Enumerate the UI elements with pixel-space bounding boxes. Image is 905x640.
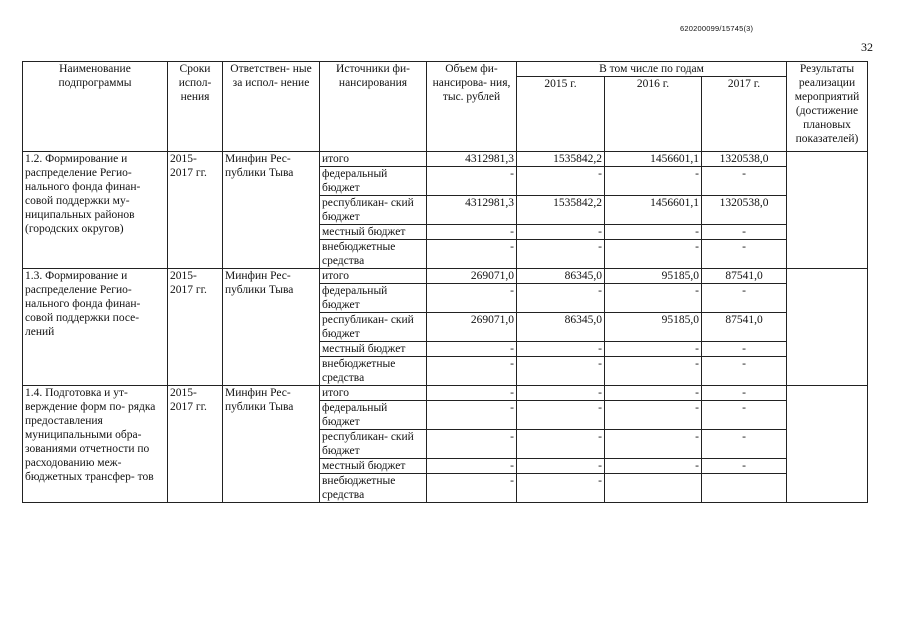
funding-2015: - (517, 225, 605, 240)
subprogram-responsible: Минфин Рес- публики Тыва (223, 386, 320, 503)
funding-2017: - (702, 167, 787, 196)
funding-2017 (702, 474, 787, 503)
financing-table (22, 61, 868, 503)
table-row (23, 269, 868, 284)
funding-2015: - (517, 240, 605, 269)
header-by-years: В том числе по годам (517, 62, 787, 77)
subprogram-terms: 2015- 2017 гг. (168, 386, 223, 503)
funding-source: республикан- ский бюджет (320, 430, 427, 459)
funding-total: 269071,0 (427, 313, 517, 342)
funding-2016: - (605, 357, 702, 386)
funding-2017: - (702, 401, 787, 430)
funding-2015: - (517, 386, 605, 401)
funding-source: местный бюджет (320, 459, 427, 474)
funding-total: - (427, 474, 517, 503)
header-responsible: Ответствен- ные за испол- нение (223, 62, 320, 152)
results-cell (787, 152, 868, 269)
subprogram-terms: 2015- 2017 гг. (168, 269, 223, 386)
funding-source: внебюджетные средства (320, 240, 427, 269)
funding-total: - (427, 167, 517, 196)
funding-total: - (427, 401, 517, 430)
funding-source: внебюджетные средства (320, 474, 427, 503)
funding-2017: - (702, 430, 787, 459)
document-id: 620200099/15745(3) (680, 24, 754, 33)
funding-source: местный бюджет (320, 225, 427, 240)
funding-total: - (427, 459, 517, 474)
funding-2016: - (605, 430, 702, 459)
header-name: Наименование подпрограммы (23, 62, 168, 152)
funding-2016: 95185,0 (605, 269, 702, 284)
funding-source: федеральный бюджет (320, 167, 427, 196)
header-results: Результаты реализации мероприятий (достижение плановых показателей) (787, 62, 868, 152)
funding-2015: - (517, 474, 605, 503)
results-cell (787, 386, 868, 503)
funding-2016: - (605, 386, 702, 401)
subprogram-responsible: Минфин Рес- публики Тыва (223, 152, 320, 269)
funding-2017: - (702, 240, 787, 269)
funding-2017: - (702, 342, 787, 357)
funding-2015: - (517, 167, 605, 196)
funding-total: - (427, 430, 517, 459)
subprogram-responsible: Минфин Рес- публики Тыва (223, 269, 320, 386)
funding-2015: - (517, 401, 605, 430)
funding-2017: - (702, 284, 787, 313)
results-cell (787, 269, 868, 386)
funding-2016: - (605, 240, 702, 269)
funding-source: федеральный бюджет (320, 284, 427, 313)
funding-total: - (427, 225, 517, 240)
funding-source: итого (320, 386, 427, 401)
funding-2015: 1535842,2 (517, 152, 605, 167)
funding-total: 4312981,3 (427, 152, 517, 167)
funding-2017: 87541,0 (702, 313, 787, 342)
funding-total: - (427, 342, 517, 357)
funding-total: - (427, 357, 517, 386)
subprogram-name: 1.4. Подготовка и ут- верждение форм по- рядка предоставления муниципальными обра- зованиями отчетности по расходованию меж- бюджетных трансфер- тов (23, 386, 168, 503)
funding-2017: 87541,0 (702, 269, 787, 284)
funding-source: федеральный бюджет (320, 401, 427, 430)
funding-2015: 86345,0 (517, 269, 605, 284)
header-row-1 (23, 62, 868, 77)
funding-2017: 1320538,0 (702, 196, 787, 225)
funding-total: - (427, 386, 517, 401)
page-number: 32 (861, 40, 873, 54)
funding-2016: - (605, 167, 702, 196)
funding-2015: - (517, 459, 605, 474)
funding-2015: - (517, 284, 605, 313)
funding-2015: 1535842,2 (517, 196, 605, 225)
funding-2017: 1320538,0 (702, 152, 787, 167)
funding-total: - (427, 284, 517, 313)
funding-2016: - (605, 342, 702, 357)
header-year-2015: 2015 г. (517, 77, 605, 152)
funding-2016: - (605, 459, 702, 474)
funding-2017: - (702, 386, 787, 401)
subprogram-name: 1.2. Формирование и распределение Регио- нального фонда финан- совой поддержки му- ниципальных районов (городских округов) (23, 152, 168, 269)
funding-2016: - (605, 225, 702, 240)
funding-source: республикан- ский бюджет (320, 313, 427, 342)
header-sources: Источники фи- нансирования (320, 62, 427, 152)
funding-2015: - (517, 357, 605, 386)
funding-source: итого (320, 269, 427, 284)
funding-2016: - (605, 284, 702, 313)
table-body (23, 152, 868, 503)
subprogram-terms: 2015- 2017 гг. (168, 152, 223, 269)
funding-total: - (427, 240, 517, 269)
funding-2015: - (517, 342, 605, 357)
funding-2016: 1456601,1 (605, 152, 702, 167)
funding-total: 4312981,3 (427, 196, 517, 225)
funding-2016: - (605, 401, 702, 430)
funding-2016 (605, 474, 702, 503)
funding-2016: 95185,0 (605, 313, 702, 342)
header-terms: Сроки испол- нения (168, 62, 223, 152)
table-row (23, 152, 868, 167)
funding-total: 269071,0 (427, 269, 517, 284)
table-row (23, 386, 868, 401)
funding-2017: - (702, 357, 787, 386)
funding-2016: 1456601,1 (605, 196, 702, 225)
funding-source: республикан- ский бюджет (320, 196, 427, 225)
funding-source: внебюджетные средства (320, 357, 427, 386)
header-volume: Объем фи- нансирова- ния, тыс. рублей (427, 62, 517, 152)
funding-source: местный бюджет (320, 342, 427, 357)
funding-2017: - (702, 225, 787, 240)
header-year-2017: 2017 г. (702, 77, 787, 152)
funding-2015: 86345,0 (517, 313, 605, 342)
header-year-2016: 2016 г. (605, 77, 702, 152)
funding-2015: - (517, 430, 605, 459)
subprogram-name: 1.3. Формирование и распределение Регио- нального фонда финан- совой поддержки посе- лений (23, 269, 168, 386)
funding-2017: - (702, 459, 787, 474)
funding-source: итого (320, 152, 427, 167)
